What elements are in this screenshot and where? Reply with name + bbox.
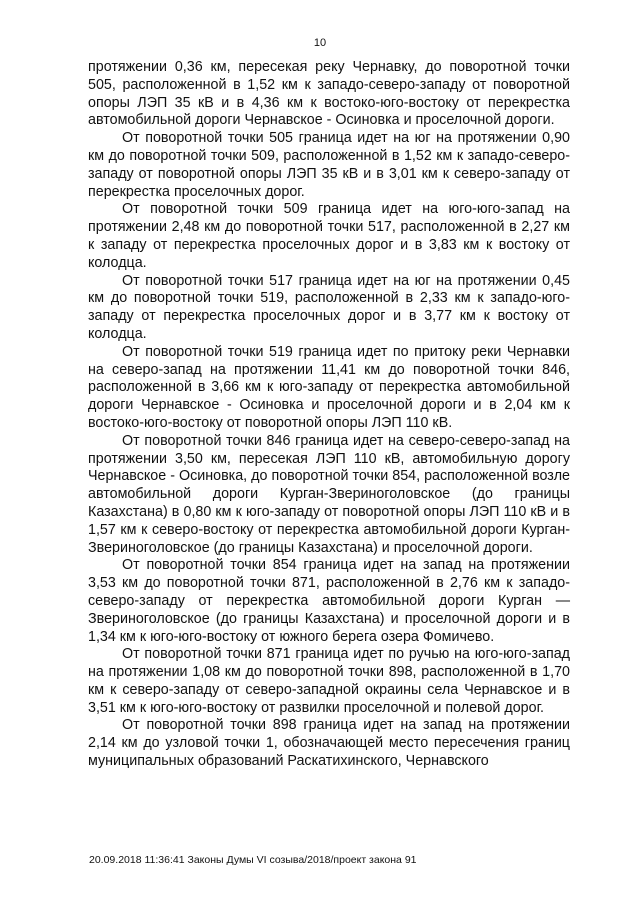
- paragraph: От поворотной точки 854 граница идет на запад на протяжении 3,53 км до поворотной точки 871, расположенной в 2,76 км к западо-северо-западу от перекрестка автомобильной дороги Курган — Звериноголовское (до границы Казахстана) и проселочной дороги и в 1,34 км к юго-юго-востоку от южного берега озера Фомичево.: [88, 557, 570, 645]
- paragraph: От поворотной точки 517 граница идет на юг на протяжении 0,45 км до поворотной точки 519, расположенной в 2,33 км к западо-юго-западу от перекрестка проселочных дорог и в 3,77 км к востоку от колодца.: [88, 272, 570, 342]
- paragraph: протяжении 0,36 км, пересекая реку Чернавку, до поворотной точки 505, расположенной в 1,52 км к западо-северо-западу от поворотной опоры ЛЭП 35 кВ и в 4,36 км к востоко-юго-востоку от перекрестка автомобильной дороги Чернавское - Осиновка и проселочной дороги.: [88, 59, 570, 129]
- paragraph: От поворотной точки 898 граница идет на запад на протяжении 2,14 км до узловой точки 1, обозначающей место пересечения границ муниципальных образований Раскатихинского, Чернавского: [88, 717, 570, 770]
- paragraph: От поворотной точки 846 граница идет на северо-северо-запад на протяжении 3,50 км, пересекая ЛЭП 110 кВ, автомобильную дорогу Чернавское - Осиновка, до поворотной точки 854, расположенной возле автомобильной дороги Курган-Звериноголовское (до границы Казахстана) в 0,80 км к юго-западу от поворотной опоры ЛЭП 110 кВ и в 1,57 км к северо-востоку от перекрестка автомобильной дороги Курган-Звериноголовское (до границы Казахстана) и проселочной дороги.: [88, 432, 570, 556]
- paragraph: От поворотной точки 519 граница идет по притоку реки Чернавки на северо-запад на протяжении 11,41 км до поворотной точки 846, расположенной в 3,66 км к юго-западу от перекрестка автомобильной дороги Чернавское - Осиновка и проселочной дороги и в 2,04 км к востоко-юго-востоку от поворотной опоры ЛЭП 110 кВ.: [88, 343, 570, 431]
- paragraph: От поворотной точки 509 граница идет на юго-юго-запад на протяжении 2,48 км до поворотной точки 517, расположенной в 2,27 км к западу от перекрестка проселочных дорог и в 3,83 км к востоку от колодца.: [88, 201, 570, 271]
- document-body: [88, 59, 570, 771]
- footer-document-stamp: 20.09.2018 11:36:41 Законы Думы VI созыва/2018/проект закона 91: [89, 854, 417, 866]
- page-number: 10: [313, 37, 327, 49]
- paragraph: От поворотной точки 505 граница идет на юг на протяжении 0,90 км до поворотной точки 509, расположенной в 1,52 км к западо-северо-западу от поворотной опоры ЛЭП 35 кВ и в 3,01 км к северо-западу от перекрестка проселочных дорог.: [88, 130, 570, 200]
- paragraph: От поворотной точки 871 граница идет по ручью на юго-юго-запад на протяжении 1,08 км до поворотной точки 898, расположенной в 1,70 км к северо-западу от северо-западной окраины села Чернавское и в 3,51 км к юго-юго-востоку от развилки проселочной и полевой дорог.: [88, 646, 570, 716]
